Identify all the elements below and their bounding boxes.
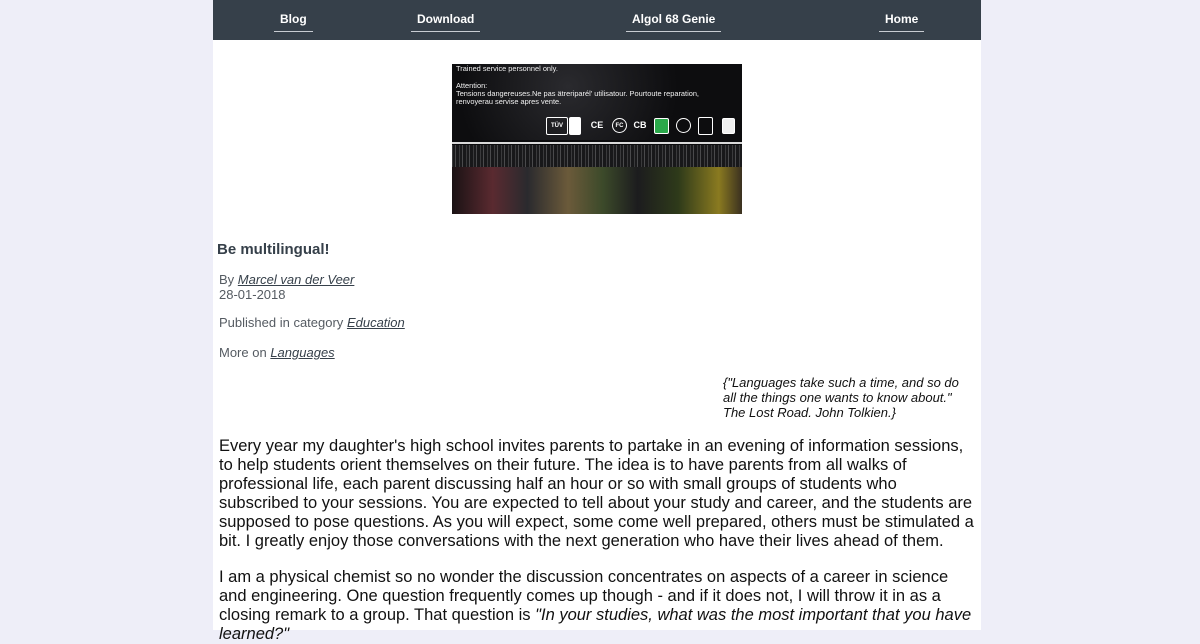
category-label: Published in category (219, 315, 344, 330)
recycling-mark (569, 117, 581, 135)
nav-download-link[interactable]: Download (411, 12, 480, 32)
page-container (213, 0, 981, 643)
emphasized-question: "In your studies, what was the most important that you have learned?" (219, 606, 972, 643)
by-label: By (219, 272, 235, 287)
nav-algol-68-genie-link[interactable]: Algol 68 Genie (626, 12, 721, 32)
article-paragraph (219, 568, 977, 644)
image-label-line-3: Tensions dangereuses.Ne pas ätreriparél' utilisatour. Pourtoute reparation, (456, 89, 699, 98)
image-label-line-4: renvoyerau servise apres vente. (456, 97, 562, 106)
certification-mark (722, 118, 735, 134)
image-divider (452, 142, 742, 144)
topic-link[interactable]: Languages (270, 345, 335, 360)
quote-line: all the things one wants to know about." (723, 390, 952, 405)
quote-attribution: The Lost Road. John Tolkien.} (723, 405, 896, 420)
image-metal-grille (452, 145, 742, 167)
more-on-label: More on (219, 345, 267, 360)
image-circuit-board (452, 167, 742, 214)
tuv-certification-mark: TÜV (546, 117, 568, 135)
image-label-line-2: Attention: (456, 81, 488, 90)
article-title: Be multilingual! (217, 241, 330, 258)
green-certification-mark (654, 118, 669, 134)
certification-mark (698, 117, 713, 135)
nav-blog-link[interactable]: Blog (274, 12, 313, 32)
cb-certification-mark: CB (633, 120, 647, 130)
top-navigation-bar (213, 0, 981, 40)
quote-line: {"Languages take such a time, and so do (723, 375, 959, 390)
ul-certification-mark (676, 118, 691, 133)
article-header-image (452, 64, 742, 214)
article-date: 28-01-2018 (219, 287, 286, 302)
article-category (219, 315, 405, 330)
paragraph-text: I am a physical chemist so no wonder the discussion concentrates on aspects of a career in science and engineering. One question frequently comes up though - and if it does not, I will throw it in as a closing remark to a group. That question is (219, 568, 949, 624)
category-link[interactable]: Education (346, 315, 405, 330)
author-link[interactable]: Marcel van der Veer (237, 272, 355, 287)
nav-home-link[interactable]: Home (879, 12, 924, 32)
fc-certification-mark: FC (612, 118, 627, 133)
ce-certification-mark: CE (590, 120, 604, 130)
epigraph-quote (723, 375, 973, 420)
related-topic (219, 345, 335, 360)
image-label-line-1: Trained service personnel only. (456, 64, 558, 73)
article-byline (219, 272, 354, 287)
article-paragraph: Every year my daughter's high school invites parents to partake in an evening of information sessions, to help students orient themselves on their future. The idea is to have parents from all walks of professional life, each parent discussing half an hour or so with small groups of students who subscribed to your sessions. You are expected to tell about your study and career, and the students are supposed to pose questions. As you will expect, some come well prepared, others must be stimulated a bit. I greatly enjoy those conversations with the next generation who have their lives ahead of them. (219, 437, 974, 550)
